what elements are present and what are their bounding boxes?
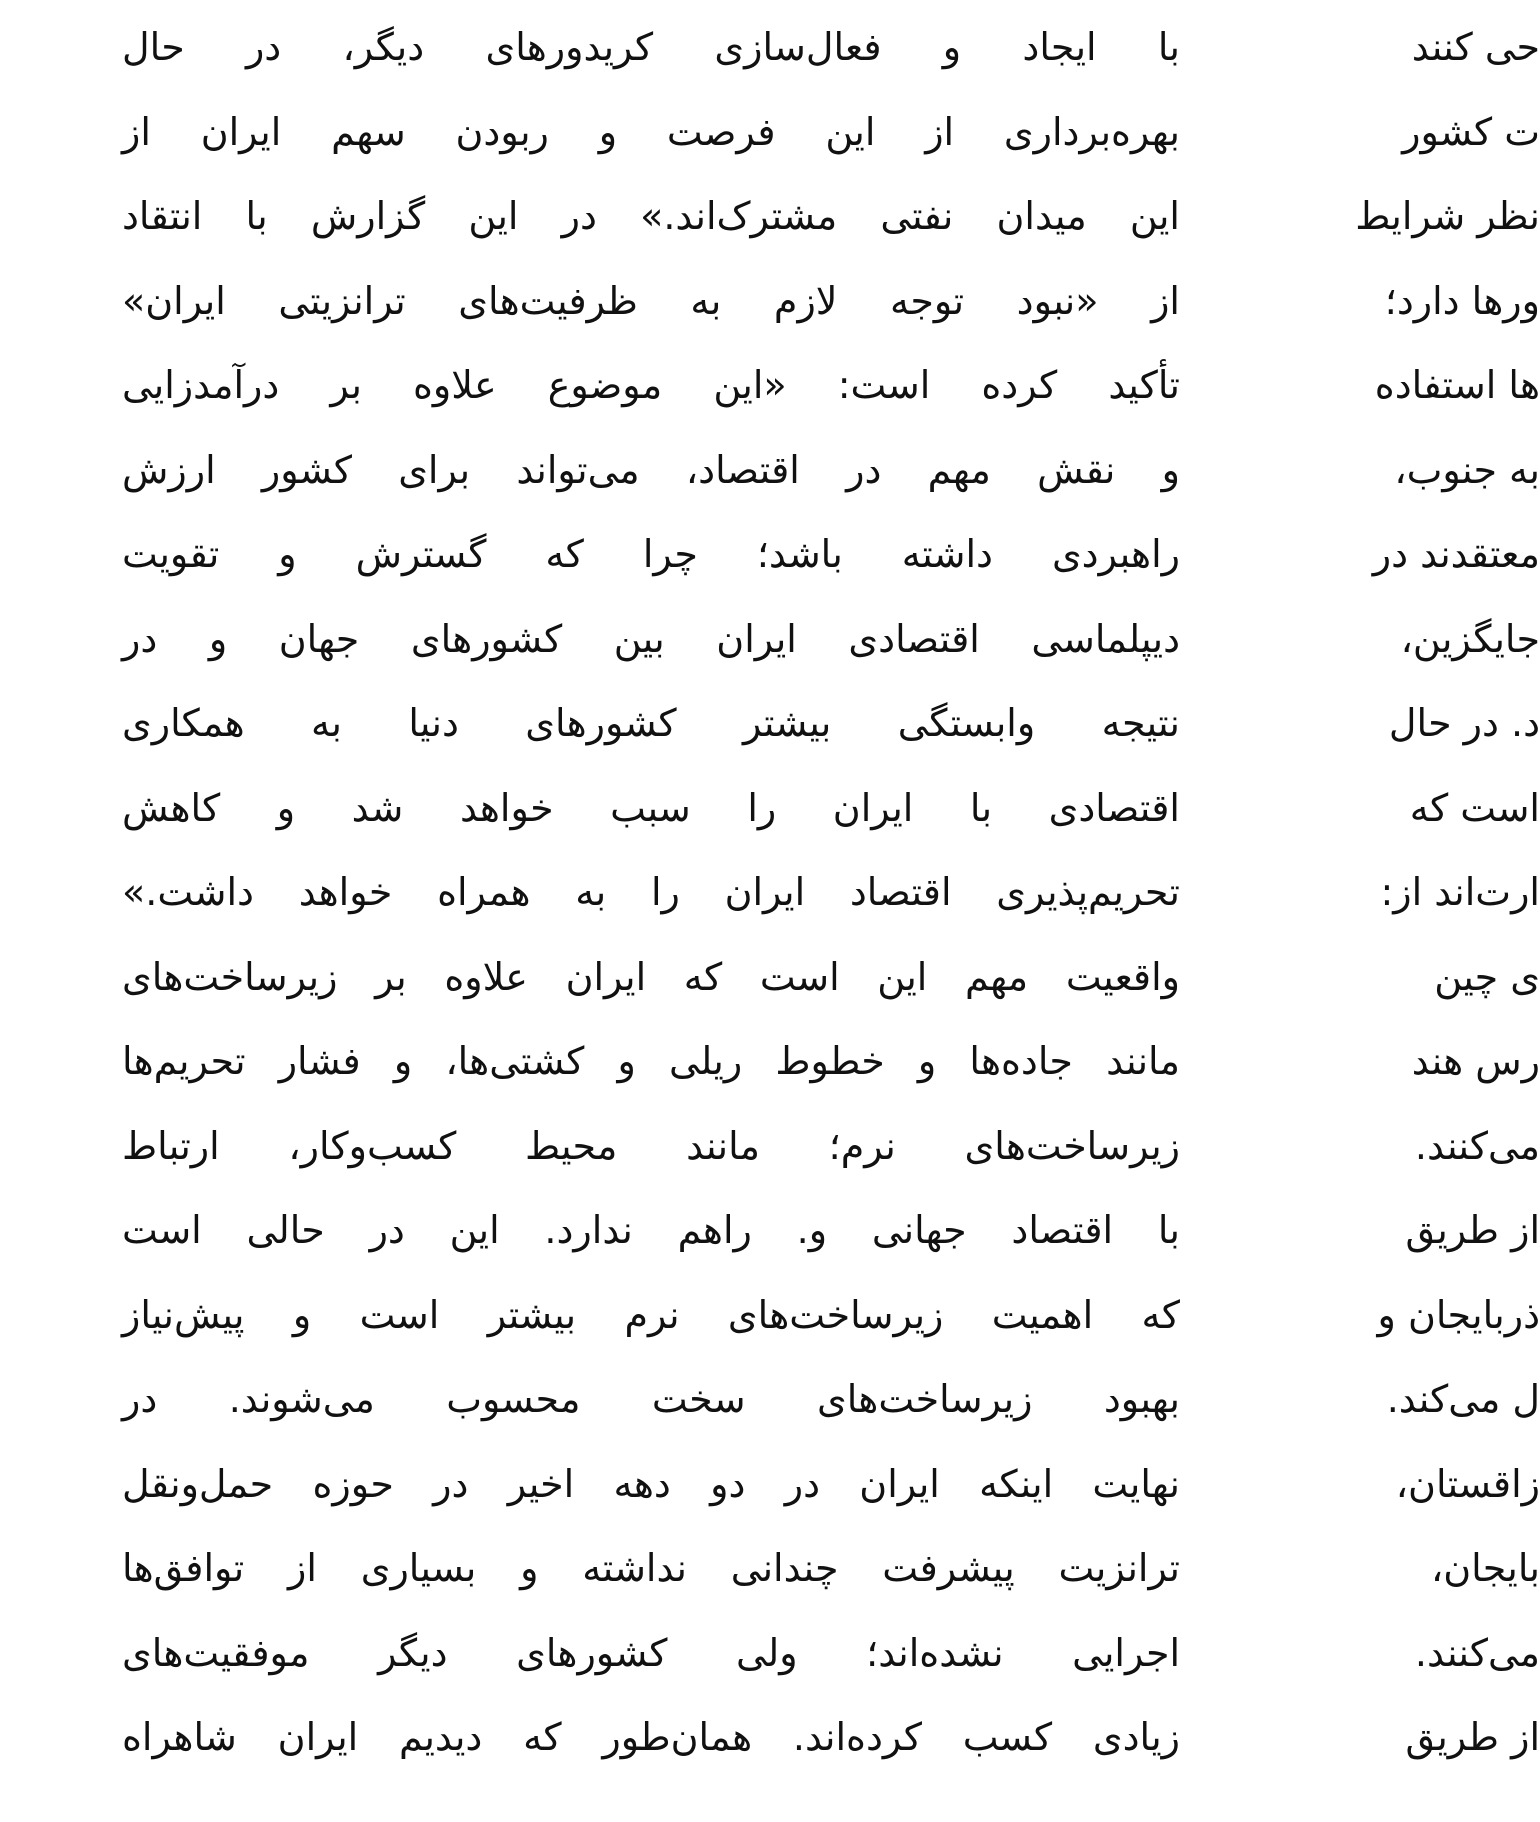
side-text-line: ورها دارد؛ [1384,278,1540,323]
side-text-line: است که [1409,785,1540,830]
side-text-line: حی کنند [1411,25,1540,69]
body-text-line: دیپلماسی اقتصادی ایران بین کشورهای جهان و در [122,616,1180,661]
body-text-line: با ایجاد و فعال‌سازی کریدورهای دیگر، در حال [122,25,1180,69]
body-text-line: اقتصادی با ایران را سبب خواهد شد و کاهش [122,785,1180,830]
body-text-line: از «نبود توجه لازم به ظرفیت‌های ترانزیتی ایران» [122,278,1180,323]
side-text-line: ت کشور [1402,109,1540,154]
body-text-line: واقعیت مهم این است که ایران علاوه بر زیرساخت‌های [122,954,1180,999]
side-text-line: زاقستان، [1395,1461,1540,1506]
side-text-line: رس هند [1411,1039,1540,1083]
side-text-line: به جنوب، [1394,447,1540,492]
body-text-line: ترانزیت پیشرفت چندانی نداشته و بسیاری از توافق‌ها [122,1546,1180,1590]
side-text-line: د. در حال [1388,701,1540,745]
side-text-line: ها استفاده [1374,363,1540,407]
side-text-line: بایجان، [1430,1546,1540,1590]
body-text-line: اجرایی نشده‌اند؛ ولی کشورهای دیگر موفقیت‌های [122,1630,1180,1675]
side-text-line: ی چین [1434,954,1540,999]
side-text-line: از طریق [1405,1208,1540,1252]
body-text-line: که اهمیت زیرساخت‌های نرم بیشتر است و پیش‌نیاز [122,1292,1180,1337]
cropped-side-column [1282,0,1540,1822]
body-text-line: نتیجه وابستگی بیشتر کشورهای دنیا به همکاری [122,701,1180,745]
side-text-line: جایگزین، [1400,616,1540,661]
body-text-line: زیرساخت‌های نرم؛ مانند محیط کسب‌وکار، ارتباط [122,1123,1180,1168]
body-text-line: تحریم‌پذیری اقتصاد ایران را به همراه خواهد داشت.» [122,870,1180,914]
body-text-line: بهبود زیرساخت‌های سخت محسوب می‌شوند. در [122,1377,1180,1421]
side-text-line: ل می‌کند. [1386,1377,1540,1421]
body-text-line: راهبردی داشته باشد؛ چرا که گسترش و تقویت [122,532,1180,576]
side-text-line: می‌کنند. [1414,1123,1540,1168]
body-text-line: مانند جاده‌ها و خطوط ریلی و کشتی‌ها، و فشار تحریم‌ها [122,1039,1180,1083]
main-text-column [122,0,1180,1822]
body-text-line: و نقش مهم در اقتصاد، می‌تواند برای کشور ارزش [122,447,1180,492]
side-text-line: نظر شرایط [1355,194,1540,238]
body-text-line: این میدان نفتی مشترک‌اند.» در این گزارش با انتقاد [122,194,1180,238]
side-text-line: ارت‌اند از: [1380,870,1540,914]
body-text-line: نهایت اینکه ایران در دو دهه اخیر در حوزه حمل‌ونقل [122,1461,1180,1506]
body-text-line: بهره‌برداری از این فرصت و ربودن سهم ایران از [122,109,1180,154]
side-text-line: می‌کنند. [1414,1630,1540,1675]
side-text-line: از طریق [1405,1715,1540,1759]
body-text-line: زیادی کسب کرده‌اند. همان‌طور که دیدیم ایران شاهراه [122,1715,1180,1759]
side-text-line: معتقدند در [1372,532,1540,576]
body-text-line: با اقتصاد جهانی و. راهم ندارد. این در حالی است [122,1208,1180,1252]
side-text-line: ذربایجان و [1377,1292,1540,1337]
body-text-line: تأکید کرده است: «این موضوع علاوه بر درآمدزایی [122,363,1180,407]
